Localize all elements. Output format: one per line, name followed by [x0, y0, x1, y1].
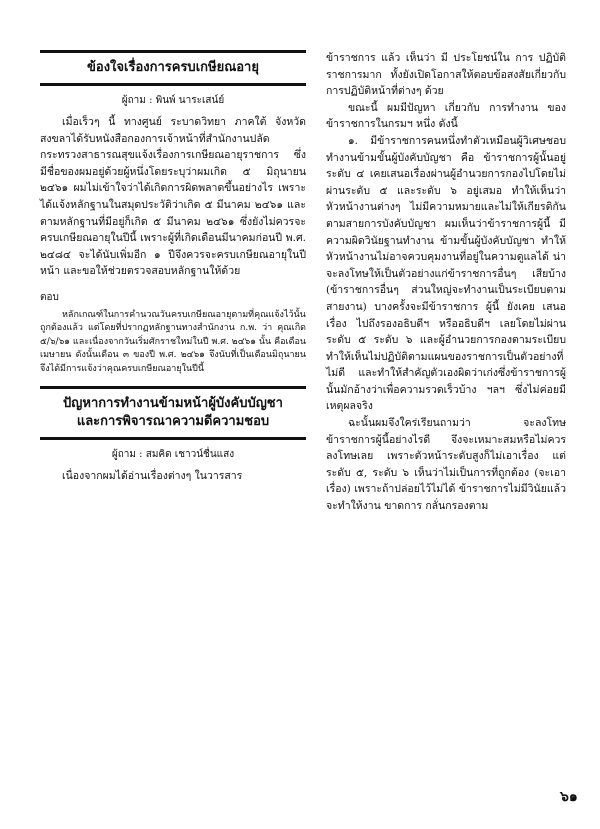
page-number: ๖๑	[560, 789, 578, 805]
article-title-text: ข้องใจเรื่องการครบเกษียณอายุ	[87, 60, 259, 75]
opening-paragraph: เนื่องจากผมได้อ่านเรื่องต่างๆ ในวารสาร	[62, 469, 243, 482]
article-title-line-1: ปัญหาการทำงานข้ามหน้าผู้บังคับบัญชา	[63, 395, 283, 411]
body-paragraph-1: ข้าราชการ แล้ว เห็นว่า มี ประโยชน์ใน การ ปฏิบัติราชการมาก ทั้งยังเปิดโอกาสให้ตอบข้อสงสัยเกี่ยวกับการปฏิบัติหน้าที่ต่างๆ ด้วย	[326, 52, 566, 98]
article-byline: ผู้ถาม : พินพ์ นาระเสน์ย์	[121, 95, 225, 106]
article-title-chain-of-command	[40, 386, 306, 440]
article-title-line-2: และการพิจารณาความดีความชอบ	[76, 413, 270, 429]
answer-label: ตอบ	[40, 291, 59, 303]
body-paragraph-4: ฉะนั้นผมจึงใคร่เรียนถามว่า จะลงโทษข้าราชการผู้นี้อย่างไรดี จึงจะเหมาะสมหรือไม่ควรลงโทษเลย เพราะตัวหน้าระดับสูงก็ไม่เอาเรื่อง แต่ระดับ ๕, ระดับ ๖ เห็นว่าไม่เป็นการที่ถูกต้อง (จะเอาเรื่อง) เพราะถ้าปล่อยไว้ไม่ได้ ข้าราชการไม่มีวินัยแล้วจะทำให้งาน ขาดการ กลั่นกรองตาม	[326, 417, 566, 513]
article-byline-2: ผู้ถาม : สมคิด เชาวน์ชื่นแสง	[111, 448, 235, 460]
right-column	[326, 50, 566, 515]
body-paragraph-3: ๑. มีข้าราชการคนหนึ่งทำตัวเหมือนผู้วิเศษชอบทำงานข้ามขั้นผู้บังคับบัญชา คือ ข้าราชการผู้นั้นอยู่ระดับ ๔ เคยเสนอเรื่องผ่านผู้อำนวยการกองไปโดยไม่ผ่านระดับ ๕ และระดับ ๖ อยู่เสมอ ทำให้เห็นว่าหัวหน้างานต่างๆ ไม่มีความหมายและไม่ให้เกียรติกันตามสายการบังคับบัญชา ผมเห็นว่าข้าราชการผู้นี้ มีความผิดวินัยฐานทำงาน ข้ามขั้นผู้บังคับบัญชา ทำให้หัวหน้างานไม่อาจควบคุมงานที่อยู่ในความดูแลได้ น่าจะลงโทษให้เป็นตัวอย่างแก่ข้าราชการอื่นๆ เสียบ้าง (ข้าราชการอื่นๆ ส่วนใหญ่จะทำงานเป็นระเบียบตามสายงาน) บางครั้งจะมีข้าราชการ ผู้นี้ ยังเคย เสนอ เรื่อง ไปถึงรองอธิบดีฯ หรืออธิบดีฯ เลยโดยไม่ผ่านระดับ ๕ ระดับ ๖ และผู้อำนวยการกองตามระเบียบ ทำให้เห็นไม่ปฏิบัติตามแผนของราชการเป็นตัวอย่างที่ไม่ดี และทำให้สำคัญตัวเองผิดว่าเก่งซึ่งข้าราชการผู้นั้นมักอ้างว่าเพื่อความรวดเร็วบ้าง ฯลฯ ซึ่งไม่ค่อยมีเหตุผลจริง	[326, 134, 566, 413]
body-paragraph-2: ขณะนี้ ผมมีปัญหา เกี่ยวกับ การทำงาน ของข้าราชการในกรมฯ หนึ่ง ดังนี้	[326, 101, 566, 131]
answer-paragraph: หลักเกณฑ์ในการคำนวณวันครบเกษียณอายุตามที่คุณแจ้งไว้นั้นถูกต้องแล้ว แต่โดยที่ปรากฏหลักฐานทางสำนักงาน ก.พ. ว่า คุณเกิด ๕/๖/๖๑ และเนื่องจากวันเริ่มศักราชใหม่ในปี พ.ศ. ๒๔๖๑ นั้น คือเดือนเมษายน ดังนั้นเดือน ๓ ของปี พ.ศ. ๒๔๖๑ จึงนับที่เป็นเดือนมิถุนายน จึงได้มีการแจ้งว่าคุณครบเกษียณอายุในปีนี้	[40, 309, 306, 374]
left-column	[40, 50, 306, 485]
question-paragraph: เมื่อเร็วๆ นี้ ทางศูนย์ ระบาดวิทยา ภาคใต้ จังหวัดสงขลาได้รับหนังสือกองการเจ้าหน้าที่สำนักงานปลัดกระทรวงสาธารณสุขแจ้งเรื่องการเกษียณอายุราชการ ซึ่งมีชื่อของผมอยู่ด้วยผู้หนึ่งโดยระบุว่าผมเกิด ๕ มิถุนายน ๒๔๖๑ ผมไม่เข้าใจว่าได้เกิดการผิดพลาดขึ้นอย่างไร เพราะได้แจ้งหลักฐานในสมุดประวัติว่าเกิด ๕ มีนาคม ๒๔๖๑ และตามหลักฐานที่มีอยู่ก็เกิด ๕ มีนาคม ๒๔๖๑ ซึ่งยังไม่ควรจะครบเกษียณอายุในปีนี้ เพราะผู้ที่เกิดเดือนมีนาคมก่อนปี พ.ศ. ๒๔๘๔ จะได้นับเพิ่มอีก ๑ ปีจึงควรจะครบเกษียณอายุในปีหน้า และขอให้ช่วยตรวจสอบหลักฐานให้ด้วย	[40, 116, 306, 278]
article-title-retirement	[40, 50, 306, 86]
